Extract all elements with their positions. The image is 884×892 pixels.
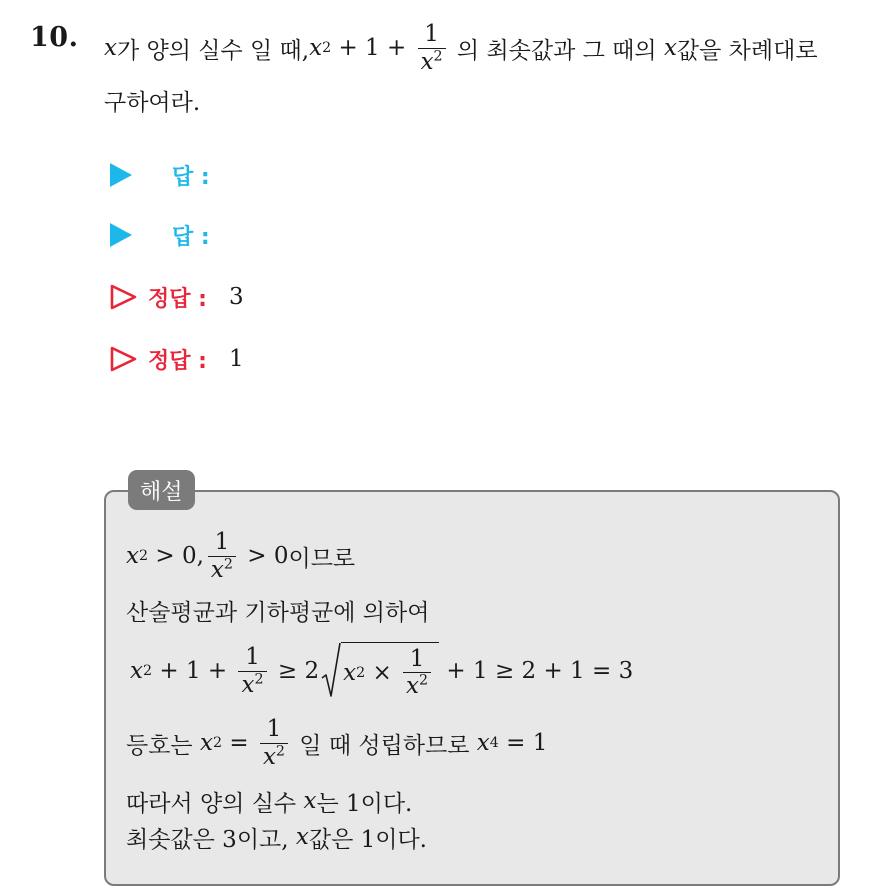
fraction-denominator [238, 671, 266, 697]
den-exponent: 2 [419, 672, 429, 689]
question-text-line2: 구하여라. [104, 90, 201, 116]
den-x: x [241, 671, 255, 698]
solution-text: 값은 1이다. [308, 826, 427, 853]
square-root [321, 642, 439, 700]
correct-answer-label: 정답 : [148, 286, 207, 312]
fraction [238, 645, 266, 696]
fraction-denominator [403, 672, 431, 698]
plus-one: + 1 + [331, 35, 414, 61]
answer-label: 답 : [172, 224, 210, 250]
fraction-denominator [418, 48, 446, 74]
den-x: x [420, 48, 434, 75]
solution-line-4: 등호는 x 2 = $\frac{1}{x^2}$ 일 때 성립하므로 x 4 = 1 [126, 716, 548, 770]
solution-line-2: 산술평균과 기하평균에 의하여 [126, 599, 430, 626]
math-text: = [222, 730, 256, 756]
math-text: > 0 [239, 543, 289, 569]
den-exponent: 2 [254, 670, 264, 687]
fraction-numerator: 1 [245, 644, 260, 671]
solution-text: 등호는 [126, 732, 200, 759]
math-x: x [303, 788, 317, 814]
fraction [260, 717, 288, 768]
question-number: 10. [30, 22, 79, 53]
radical-sign-icon [321, 642, 341, 700]
math-text: × [365, 659, 400, 686]
correct-answer-row-2 [110, 342, 244, 376]
math-text: > 0, [148, 543, 204, 569]
answer-blank-row-2 [110, 218, 210, 252]
fraction-numerator: 1 [214, 529, 230, 556]
var-x: x [104, 35, 117, 61]
solution-text: 최솟값은 3이고, [126, 826, 296, 853]
play-triangle-icon [110, 223, 132, 247]
correct-answer-value: 3 [228, 284, 244, 310]
answer-label: 답 : [172, 164, 210, 190]
solution-line-1: x 2 > 0, $\frac{1}{x^2}$ > 0 이므로 [126, 529, 356, 583]
den-exponent: 2 [223, 555, 233, 572]
solution-tag: 해설 [128, 470, 195, 510]
correct-answer-value: 1 [228, 346, 244, 372]
solution-text: 따라서 양의 실수 [126, 790, 304, 817]
radicand: x 2 × $\frac{1}{x^2}$ [341, 642, 439, 700]
outline-triangle-icon [110, 346, 138, 372]
math-x: x [476, 730, 490, 756]
fraction-denominator [260, 743, 288, 769]
fraction [208, 530, 236, 581]
math-x: x [295, 824, 309, 850]
solution-line-6 [126, 820, 427, 854]
solution-line-3: x 2 + 1 + $\frac{1}{x^2}$ ≥ 2 x 2 × $\frac{1}{x^2}$ + 1 ≥ 2 + 1 = 3 [130, 640, 633, 702]
math-x: x [199, 730, 213, 756]
den-x: x [262, 743, 276, 770]
math-x: x [343, 659, 357, 686]
correct-answer-row-1 [110, 280, 244, 314]
correct-answer-label: 정답 : [148, 348, 207, 374]
solution-text: 는 1이다. [316, 790, 413, 817]
outline-triangle-icon [110, 284, 138, 310]
math-text: + 1 + [152, 658, 235, 684]
den-exponent: 2 [275, 742, 285, 759]
den-exponent: 2 [433, 47, 443, 64]
math-text: + 1 ≥ 2 + 1 = 3 [439, 658, 634, 684]
solution-text: 이므로 [288, 545, 356, 572]
fraction [403, 647, 431, 698]
math-text: = 1 [498, 730, 548, 756]
fraction [418, 22, 446, 73]
fraction-numerator: 1 [266, 716, 282, 743]
question-text-a: 가 양의 실수 일 때, [116, 37, 310, 64]
math-x: x [126, 543, 139, 569]
question-text: x 가 양의 실수 일 때, x 2 + 1 + $\frac{1}{x^2}$ 의 최솟값과 그 때의 x 값을 차례대로 [104, 21, 818, 75]
answer-blank-row-1 [110, 158, 210, 192]
solution-line-5 [126, 784, 412, 818]
fraction-numerator: 1 [409, 645, 425, 672]
expr-x: x [309, 35, 323, 61]
fraction-numerator: 1 [424, 21, 439, 48]
fraction-denominator [208, 556, 236, 582]
question-text-b: 의 최솟값과 그 때의 [449, 37, 664, 64]
math-x: x [130, 658, 143, 684]
den-x: x [210, 556, 224, 583]
den-x: x [406, 673, 420, 699]
solution-text: 일 때 성립하므로 [292, 732, 477, 759]
question-text-c: 값을 차례대로 [676, 37, 818, 64]
math-text: ≥ 2 [270, 658, 320, 684]
play-triangle-icon [110, 163, 132, 187]
var-x-2: x [663, 35, 677, 61]
